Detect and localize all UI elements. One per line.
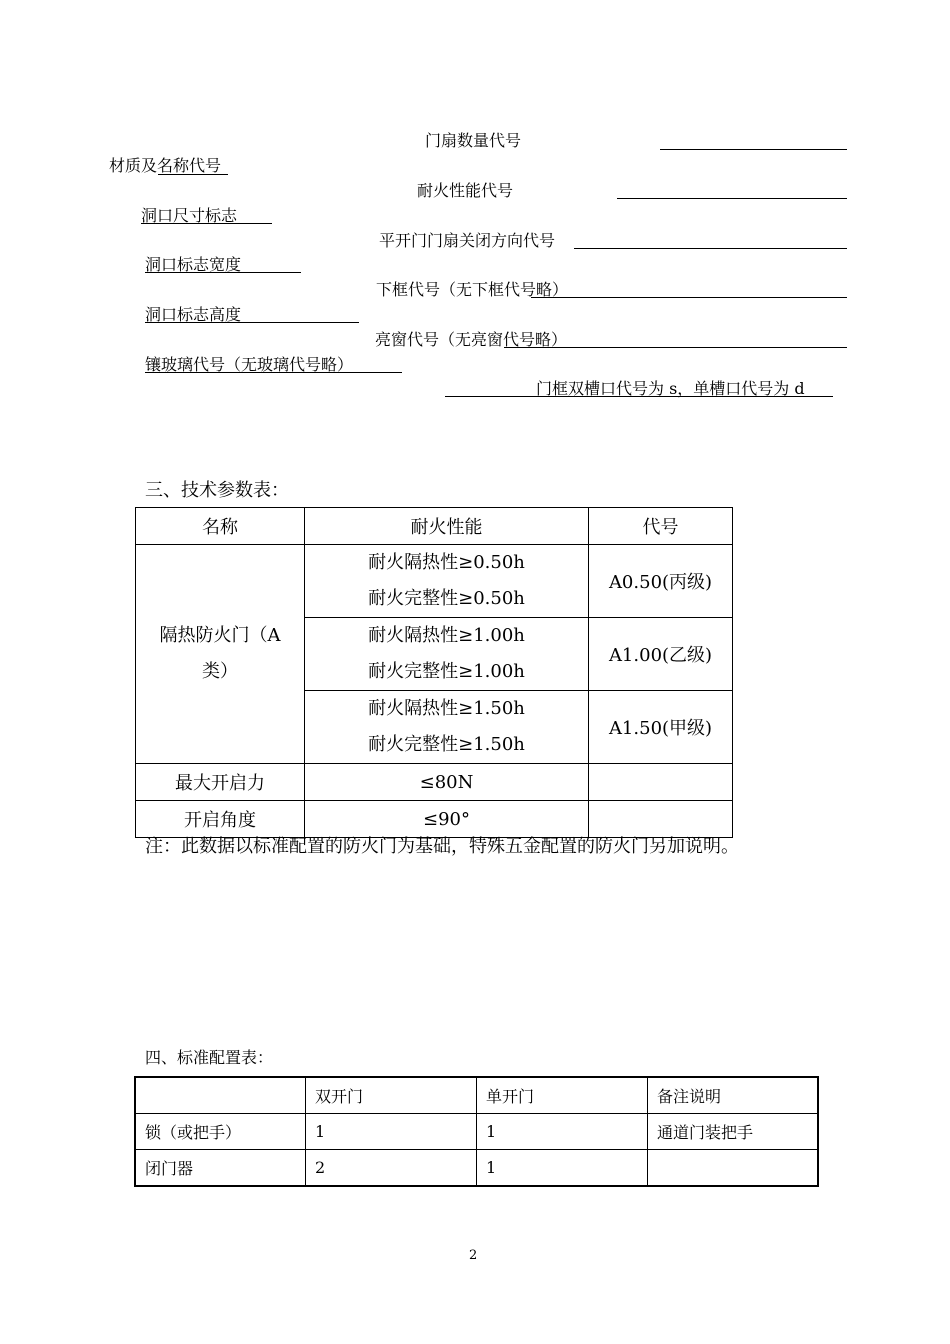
label-opening-width: 洞口标志宽度 bbox=[145, 255, 242, 274]
value-opening-angle: ≤90° bbox=[305, 801, 589, 838]
label-opening-size: 洞口尺寸标志 bbox=[141, 206, 238, 225]
label-closing-direction: 平开门门扇关闭方向代号 bbox=[379, 231, 556, 250]
section3-title: 三、技术参数表： bbox=[145, 480, 289, 501]
grade-integrity: 耐火完整性≥0.50h bbox=[368, 588, 525, 609]
label-fire-performance: 耐火性能代号 bbox=[417, 181, 514, 200]
row-opening-angle: 开启角度 bbox=[136, 801, 305, 838]
header-double-door: 双开门 bbox=[306, 1077, 477, 1114]
row-lock-single: 1 bbox=[477, 1114, 648, 1150]
label-bottom-frame: 下框代号（无下框代号略） bbox=[376, 280, 569, 299]
leader-line bbox=[145, 372, 402, 373]
leader-line bbox=[145, 322, 359, 323]
leader-line bbox=[504, 347, 847, 348]
leader-line bbox=[145, 272, 301, 273]
header-remarks: 备注说明 bbox=[648, 1077, 819, 1114]
header-single-door: 单开门 bbox=[477, 1077, 648, 1114]
code-max-opening-force bbox=[589, 764, 733, 801]
standard-configuration-table bbox=[134, 1076, 819, 1187]
row-lock-double: 1 bbox=[306, 1114, 477, 1150]
label-transom: 亮窗代号（无亮窗代号略） bbox=[375, 330, 568, 349]
grade-integrity: 耐火完整性≥1.00h bbox=[368, 661, 525, 682]
grade-integrity: 耐火完整性≥1.50h bbox=[368, 734, 525, 755]
leader-line bbox=[445, 396, 833, 397]
row-closer-double: 2 bbox=[306, 1150, 477, 1187]
grade-code: A0.50(丙级) bbox=[589, 545, 733, 618]
grade-code: A1.50(甲级) bbox=[589, 691, 733, 764]
row-max-opening-force: 最大开启力 bbox=[136, 764, 305, 801]
section3-note: 注：此数据以标准配置的防火门为基础，特殊五金配置的防火门另加说明。 bbox=[145, 836, 739, 857]
door-type-label: 隔热防火门（A类） bbox=[159, 625, 281, 682]
technical-parameters-table bbox=[135, 507, 733, 838]
door-type-cell bbox=[136, 545, 305, 764]
leader-line bbox=[617, 198, 847, 199]
leader-line bbox=[531, 297, 847, 298]
leader-line bbox=[141, 223, 272, 224]
page-number: 2 bbox=[469, 1248, 478, 1263]
header-fire-performance: 耐火性能 bbox=[305, 508, 589, 545]
value-max-opening-force: ≤80N bbox=[305, 764, 589, 801]
grade-insulation: 耐火隔热性≥1.50h bbox=[368, 698, 525, 719]
header-item bbox=[135, 1077, 306, 1114]
grade-insulation: 耐火隔热性≥0.50h bbox=[368, 552, 525, 573]
label-opening-height: 洞口标志高度 bbox=[145, 305, 242, 324]
grade-performance-cell bbox=[305, 545, 589, 618]
grade-insulation: 耐火隔热性≥1.00h bbox=[368, 625, 525, 646]
row-closer-name: 闭门器 bbox=[135, 1150, 306, 1187]
grade-code: A1.00(乙级) bbox=[589, 618, 733, 691]
row-lock-remarks: 通道门装把手 bbox=[648, 1114, 819, 1150]
header-code: 代号 bbox=[589, 508, 733, 545]
label-door-leaf-count: 门扇数量代号 bbox=[425, 131, 522, 150]
header-name: 名称 bbox=[136, 508, 305, 545]
label-frame-groove: 门框双槽口代号为 s，单槽口代号为 d bbox=[536, 379, 805, 398]
grade-performance-cell bbox=[305, 618, 589, 691]
section4-title: 四、标准配置表： bbox=[145, 1048, 274, 1067]
row-closer-remarks bbox=[648, 1150, 819, 1187]
leader-line bbox=[158, 174, 228, 175]
leader-line bbox=[660, 149, 847, 150]
label-glass: 镶玻璃代号（无玻璃代号略） bbox=[145, 355, 354, 374]
grade-performance-cell bbox=[305, 691, 589, 764]
row-closer-single: 1 bbox=[477, 1150, 648, 1187]
row-lock-name: 锁（或把手） bbox=[135, 1114, 306, 1150]
leader-line bbox=[574, 248, 847, 249]
label-material-name: 材质及名称代号 bbox=[109, 156, 222, 175]
